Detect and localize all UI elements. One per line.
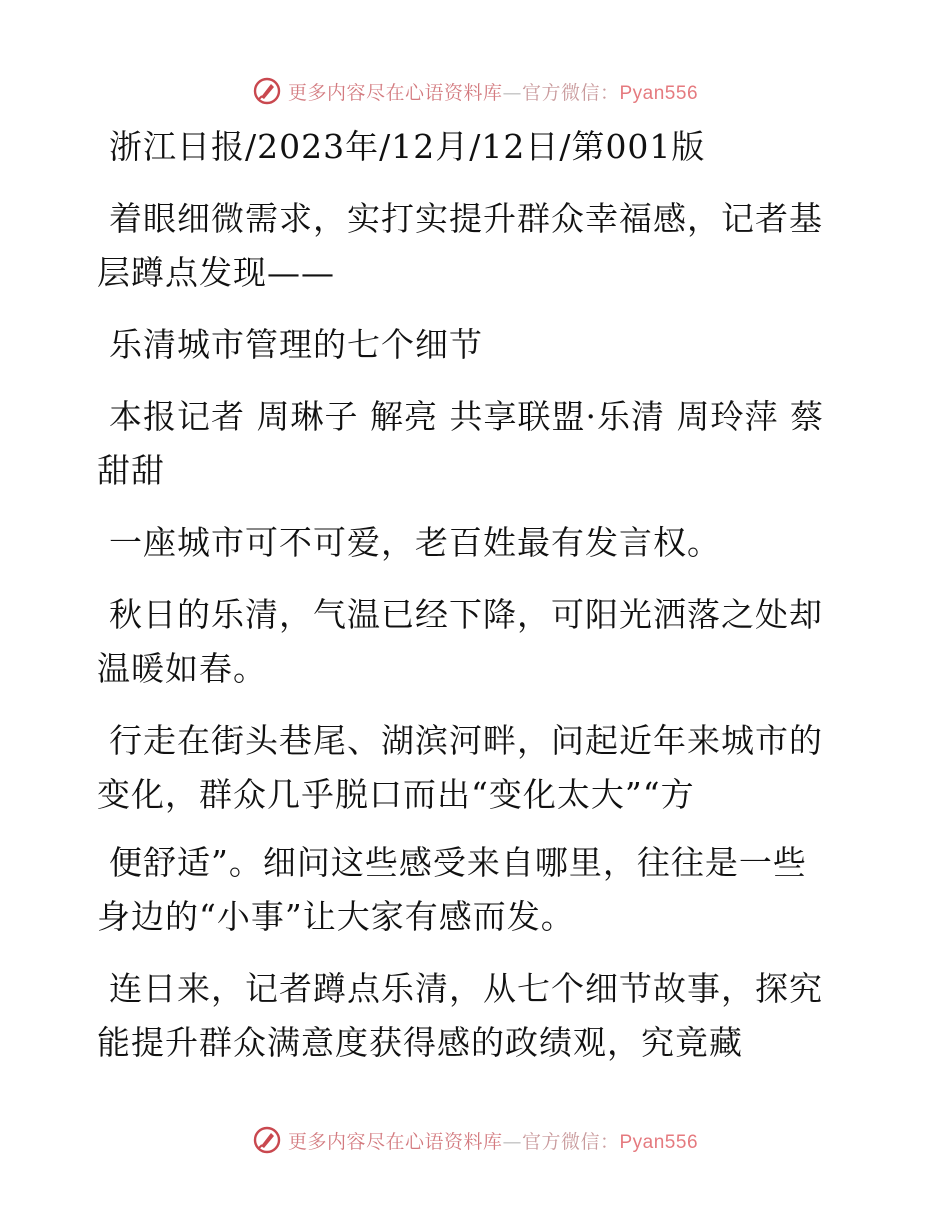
body-paragraph: 便舒适”。细问这些感受来自哪里，往往是一些身边的“小事”让大家有感而发。 [97, 843, 807, 936]
banner-text [288, 78, 698, 105]
byline: 本报记者 周琳子 解亮 共享联盟·乐清 周玲萍 蔡甜甜 [97, 397, 824, 490]
banner-wechat-label: 官方微信： [521, 1130, 620, 1153]
body-paragraph: 行走在街头巷尾、湖滨河畔，问起近年来城市的变化，群众几乎脱口而出“变化太大”“方 [97, 721, 823, 814]
banner-text [288, 1127, 698, 1154]
document-body [97, 120, 835, 1088]
banner-separator: — [502, 81, 522, 104]
headline-lead: 着眼细微需求，实打实提升群众幸福感，记者基层蹲点发现—— [97, 199, 823, 292]
body-paragraph: 秋日的乐清，气温已经下降，可阳光洒落之处却温暖如春。 [97, 595, 823, 688]
banner-wechat-label: 官方微信： [521, 81, 620, 104]
banner-separator: — [502, 1130, 522, 1153]
banner-wechat-id: Pyan556 [619, 82, 699, 104]
brand-logo-icon [252, 76, 282, 106]
banner-slogan: 更多内容尽在心语资料库 [287, 1130, 503, 1153]
header-watermark-banner [0, 71, 950, 111]
body-paragraph: 一座城市可不可爱，老百姓最有发言权。 [109, 523, 721, 562]
footer-watermark-banner [0, 1120, 950, 1160]
banner-slogan: 更多内容尽在心语资料库 [287, 81, 503, 104]
brand-logo-icon [252, 1125, 282, 1155]
publication-line: 浙江日报/2023年/12月/12日/第001版 [109, 127, 706, 166]
banner-wechat-id: Pyan556 [619, 1131, 699, 1153]
body-paragraph: 连日来，记者蹲点乐清，从七个细节故事，探究能提升群众满意度获得感的政绩观，究竟藏 [97, 969, 823, 1062]
headline-title: 乐清城市管理的七个细节 [109, 325, 483, 364]
